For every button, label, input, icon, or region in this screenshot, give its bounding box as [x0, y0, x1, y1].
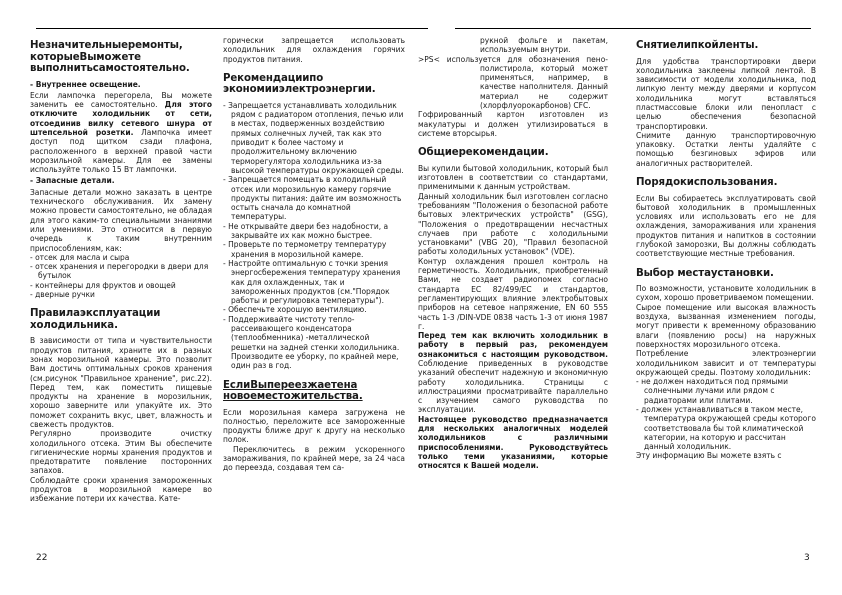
text-light-a: Если лампочка перегорела, Вы можете заменить ее самостоятельно. — [30, 90, 212, 110]
paragraph-move-2: Переключитесь в режим ускоренного замораживания, по крайней мере, за 24 часа до переезда, создавая тем са- — [223, 444, 405, 473]
paragraph-place-2: Сырое помещение или высокая влажность воздуха, вызванная изменением погоды, могут привести к временному образованию влаги (появлению росы) на наружных поверхностях морозильного отсека. — [636, 302, 816, 349]
list-item-energy: - Поддерживайте чистоту тепло-рассеивающего конденсатора (теплообменника) -металлической решетки на задней стенки холодильника. Производите ее уборку, по крайней мере, один раз в год. — [223, 314, 400, 371]
paragraph-general-4 — [418, 331, 608, 415]
list-item-place: - должен устанавливаться в таком месте, температура окружающей среды которого соответствовала бы той климатической категории, на которую и рассчитан данный холодильник. — [636, 405, 816, 452]
text-general-4-bold: Перед тем как включить холодильник в работу в первый раз, рекомендуем ознакомиться с настоящим руководством. — [418, 331, 608, 359]
paragraph-place-3: Потребление электроэнергии холодильником зависит и от температуры окружающей среды. Поэтому холодильник: — [636, 349, 816, 377]
list-item-parts: - отсек для масла и сыра — [30, 252, 130, 262]
top-rule-left — [36, 28, 428, 29]
paragraph-general-2: Данный холодильник был изготовлен согласно требованиям "Положения о безопасной работе бытовых электрических устройств" (GSG), "Положения о предотвращении несчастных случаев при работе с холодильными установками" (VBG 20), "Правил безопасной работы холодильных установок" (VDE). — [418, 191, 608, 257]
list-item-energy: - Настройте оптимальную с точки зрения энергосбережения температуру хранения как для охлажденных, так и замороженных продуктов (см."Порядок работы и регулировка температуры"). — [223, 258, 401, 306]
heading-moving-text: ЕслиВыпереезжаетена новоеместожительства. — [223, 379, 363, 402]
paragraph-usage: Если Вы собираетесь эксплуатировать свой бытовой холодильник в промышленных условиях или использовать его не для охлаждения, замораживания или хранения продуктов питания и напитков в состоянии глубокой заморозки, Вы должны соблюдать соответствующие местные требования. — [636, 193, 816, 259]
heading-minor-repairs: Незначительныеремонты, которыеВыможете выполнитьсамостоятельно. — [30, 40, 190, 74]
paragraph-continued: горически запрещается использовать холодильник для охлаждения горячих продуктов питания. — [223, 36, 405, 64]
paragraph-rules-3: Соблюдайте сроки хранения замороженных продуктов в морозильной камере во избежание потери их качества. Кате- — [30, 475, 212, 504]
list-item-energy: - Не открывайте двери без надобности, а закрывайте их как можно быстрее. — [223, 221, 389, 241]
paragraph-move-1: Если морозильная камера загружена не полностью, переложите все замороженные продукты ближе друг к другу на несколько полок. — [223, 407, 405, 445]
paragraph-spare-parts: Запасные детали можно заказать в центре технического обслуживания. Их замену можно провести самостоятельно, не обладая для этого каким-то специальными знаниями или умениями. Это относится в первую очередь к таким внутренним приспособлениям, как: — [30, 187, 212, 253]
list-item-parts: - отсек хранения и перегородки в двери для бутылок — [30, 262, 209, 281]
subheading-spare-parts: - Запасные детали. — [30, 176, 115, 186]
heading-usage: Порядокиспользования. — [636, 177, 778, 189]
heading-moving — [223, 380, 405, 403]
column-2 — [223, 36, 405, 473]
heading-operating-rules: Правилаэксплуатации холодильника. — [30, 308, 161, 331]
page-number-right: 3 — [804, 553, 810, 563]
paragraph-tape-2: Снимите данную транспортировочную упаковку. Остатки ленты удаляйте с помощью безгиновых эфиров или аналогичных растворителей. — [636, 130, 816, 168]
column-3 — [418, 36, 608, 471]
text-general-4: Соблюдение приведенных в руководстве указаний обеспечит надежную и экономичную работу холодильника. Страницы с иллюстрациями просматривайте параллельно с изучением самого руководства по эксплуатации. — [418, 359, 608, 415]
list-item-energy: - Обеспечьте хорошую вентиляцию. — [223, 305, 367, 315]
paragraph-place-4: Эту информацию Вы можете взять с — [636, 451, 782, 461]
column-4 — [636, 36, 816, 461]
text-light-b: Для этого отключите холодильник от сети, отсоединив вилку сетевого шнура от штепсельной розетки. — [30, 100, 212, 137]
heading-remove-tape: Снятиелипкойленты. — [636, 40, 759, 51]
paragraph-tape-1: Для удобства транспортировки двери холодильника заклеены липкой лентой. В зависимости от модели холодильника, под липкую ленту между дверями и корпусом холодильника могут вставляться пластмассовые блоки или пенопласт с целью обеспечения безопасной транспортировки. — [636, 56, 816, 131]
top-rule-right — [455, 28, 811, 29]
paragraph-general-5: Настоящее руководство предназначается для нескольких аналогичных моделей холодильников с различными приспособлениями. Руководствуйтесь только теми указаниями, которые относятся к Вашей модели. — [418, 414, 608, 471]
page-number-left: 22 — [36, 553, 48, 563]
list-item-parts: - контейнеры для фруктов и овощей — [30, 280, 176, 290]
list-item-place: - не должен находиться под прямыми солнечными лучами или рядом с радиаторами или плитами. — [636, 377, 788, 405]
subheading-interior-light: - Внутреннее освещение. — [30, 79, 141, 89]
list-item-parts: - дверные ручки — [30, 290, 95, 300]
list-item-energy: - Запрещается устанавливать холодильник рядом с радиатором отопления, печью или в местах, подверженных воздействию прямых солнечных лучей, так как это приводит к более частому и продолжительному включению терморегулятора холодильника из-за высокой температуры окружающей среды. — [223, 100, 404, 175]
paragraph-place-1: По возможности, установите холодильник в сухом, хорошо проветриваемом помещении. — [636, 284, 816, 303]
column-1 — [30, 36, 212, 504]
paragraph-continued: рукной фольге и пакетам, используемым внутри. — [480, 36, 608, 55]
list-item-energy: - Запрещается помещать в холодильный отсек или морозильную камеру горячие продукты питания: дайте им возможность остыть сначала до комнатной температуры. — [223, 175, 402, 222]
heading-energy-saving: Рекомендациипо экономииэлектроэнергии. — [223, 72, 376, 96]
text-light-c: Лампочка имеет доступ под щитком сзади плафона, расположенного в верхней правой части морозильной камеры. Для ее замены используйте только 15 Вт лампочки. — [30, 127, 212, 175]
heading-placement: Выбор местаустановки. — [636, 267, 774, 279]
paragraph-carton: Гофрированный картон изготовлен из макулатуры и должен утилизироваться в системе вторсырья. — [418, 110, 608, 138]
heading-general: Общиерекомендации. — [418, 147, 549, 159]
paragraph-rules-1: В зависимости от типа и чувствительности продуктов питания, храните их в разных зонах морозильной каамеры. Это позволит Вам достичь оптимальных сроков хранения (см.рисунок "Правильное хранение", рис.22). Перед тем, как поместить пищевые продукты на хранение в морозильник, хорошо заверните или упакуйте их. Это поможет сохранить вкус, цвет, влажность и свежесть продуктов. — [30, 336, 212, 429]
paragraph-general-1: Вы купили бытовой холодильник, который был изготовлен в соответствии со стандартами, применимыми к данным устройствам. — [418, 163, 608, 192]
paragraph-rules-2: Регулярно производите очистку холодильного отсека. Этим Вы обеспечите гигиенические нормы хранения продуктов и предотвратите появление посторонних запахов. — [30, 429, 212, 476]
paragraph-light — [30, 91, 212, 175]
paragraph-ps: >PS< используется для обозначения пено-полистирола, который может применяться, например, в качестве наполнителя. Данный материал не содержит (хлорфлуорокарбонов) CFC. — [418, 54, 608, 111]
list-item-energy: - Проверьте по термометру температуру хранения в морозильной камере. — [223, 240, 387, 259]
paragraph-general-3: Контур охлаждения прошел контроль на герметичность. Холодильник, приобретенный Вами, не создает радиопомех согласно стандарта EC 82/499/EC и стандартов, регламентирующих влияние электробытовых приборов на сетевое напряжение, EN 60 555 часть 1-3 /DIN-VDE 0838 часть 1-3 от июня 1987 г. — [418, 256, 608, 331]
